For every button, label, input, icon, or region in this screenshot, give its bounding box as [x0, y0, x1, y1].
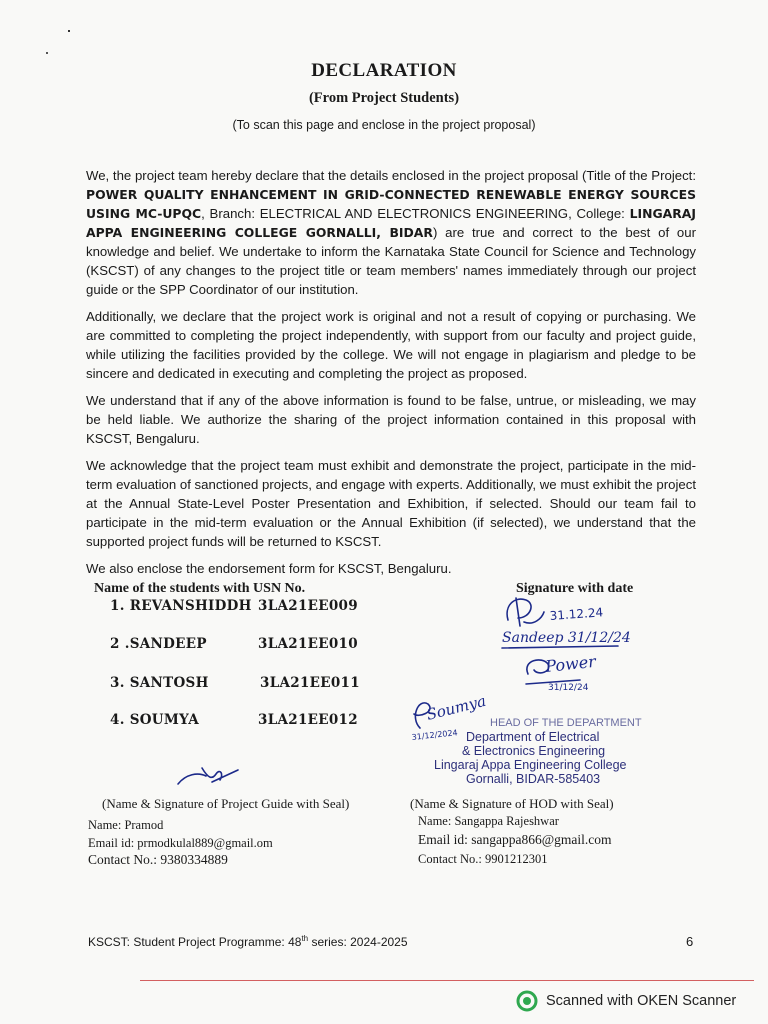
page-number: 6 [686, 934, 694, 949]
paragraph-2: Additionally, we declare that the project work is original and not a result of copying or purchasing. We are committed to completing the project independently, with support from our faculty and project guide, while utilizing the facilities provided by the college. We will not engage in plagiarism and pledge to be sincere and dedicated in executing and completing the project as proposed. [86, 309, 696, 381]
signature-text: Soumya [424, 691, 488, 724]
seal-line: HEAD OF THE DEPARTMENT [490, 717, 642, 729]
signature-date: 31/12/2024 [411, 728, 459, 742]
project-title: POWER QUALITY ENHANCEMENT IN GRID-CONNECTED RENEWABLE ENERGY SOURCES USING MC-UPQC [86, 187, 696, 221]
student-usn: 3LA21EE012 [258, 712, 358, 728]
branch-name: ELECTRICAL AND ELECTRONICS ENGINEERING [259, 206, 569, 221]
scanner-watermark [516, 990, 736, 1012]
page-title: DECLARATION [311, 60, 457, 81]
signature-text: Power [544, 651, 597, 676]
programme-footer: KSCST: Student Project Programme: 48th series: 2024-2025 [88, 934, 408, 949]
guide-name: Name: Pramod [88, 818, 164, 832]
hod-email: Email id: sangappa866@gmail.com [418, 832, 612, 847]
scanner-label: Scanned with OKEN Scanner [546, 993, 737, 1009]
scan-instruction-note: (To scan this page and enclose in the project proposal) [232, 118, 536, 132]
declaration-body [86, 166, 696, 586]
hod-contact: Contact No.: 9901212301 [418, 852, 548, 866]
guide-email: Email id: prmodkulal889@gmail.om [88, 836, 273, 850]
paragraph-4: We acknowledge that the project team must exhibit and demonstrate the project, participate in the mid-term evaluation of sanctioned projects, and engage with experts. Additionally, we must exhibit the project at the Annual State-Level Poster Presentation and Exhibition, if selected. Should our team fail to participate in the mid-term evaluation or the Annual Exhibition (if selected), we understand that the supported project funds will be returned to KSCST. [86, 458, 696, 549]
seal-line: Lingaraj Appa Engineering College [434, 758, 627, 772]
college-name: LINGARAJ APPA ENGINEERING COLLEGE GORNALLI, BIDAR [86, 206, 696, 240]
seal-line: Gornalli, BIDAR-585403 [466, 772, 601, 786]
seal-line: & Electronics Engineering [462, 744, 606, 758]
signature-date: 31.12.24 [549, 605, 604, 623]
hod-caption: (Name & Signature of HOD with Seal) [410, 796, 614, 811]
student-usn: 3LA21EE010 [258, 636, 358, 652]
page-subtitle: (From Project Students) [308, 90, 460, 106]
hod-seal-stamp [410, 716, 660, 786]
guide-signature [172, 760, 252, 790]
paragraph-3: We understand that if any of the above information is found to be false, untrue, or misleading, we may be held liable. We authorize the sharing of the project information contained in this proposal with KSCST, Bengaluru. [86, 393, 696, 446]
guide-caption: (Name & Signature of Project Guide with Seal) [102, 796, 350, 811]
student-name: 3. SANTOSH [110, 675, 209, 691]
paragraph-5: We also enclose the endorsement form for KSCST, Bengaluru. [86, 561, 452, 576]
student-name: 4. SOUMYA [110, 712, 199, 728]
seal-line: Department of Electrical [466, 730, 600, 744]
student-usn: 3LA21EE009 [258, 598, 358, 614]
student-name: 1. REVANSHIDDH [110, 598, 252, 614]
signature-text: Sandeep 31/12/24 [502, 630, 631, 646]
student-usn: 3LA21EE011 [260, 675, 360, 691]
oken-scanner-logo-icon [516, 990, 538, 1012]
guide-contact: Contact No.: 9380334889 [88, 852, 228, 867]
hod-name: Name: Sangappa Rajeshwar [418, 814, 559, 828]
paragraph-1: We, the project team hereby declare that the details enclosed in the project proposal (Title of the Project: POWER QUALITY ENHANCEMENT IN GRID-CONNECTED RENEWABLE ENERGY SOURCES USING MC-UPQC, Branch: ELECTRICAL AND ELECTRONICS ENGINEERING, College: LINGARAJ APPA ENGINEERING COLLEGE GORNALLI, BIDAR) are true and correct to the best of our knowledge and belief. We undertake to inform the Karnataka State Council for Science and Technology (KSCST) of any changes to the project title or team members' names immediately through our project guide or the SPP Coordinator of our institution. [86, 168, 696, 297]
students-header: Name of the students with USN No. [94, 581, 306, 596]
signature-header: Signature with date [516, 581, 634, 596]
scan-divider-line [140, 980, 754, 981]
signature-date: 31/12/24 [548, 683, 589, 693]
scan-speck [68, 30, 70, 32]
student-name: 2 .SANDEEP [110, 636, 207, 652]
scan-speck [46, 52, 48, 54]
